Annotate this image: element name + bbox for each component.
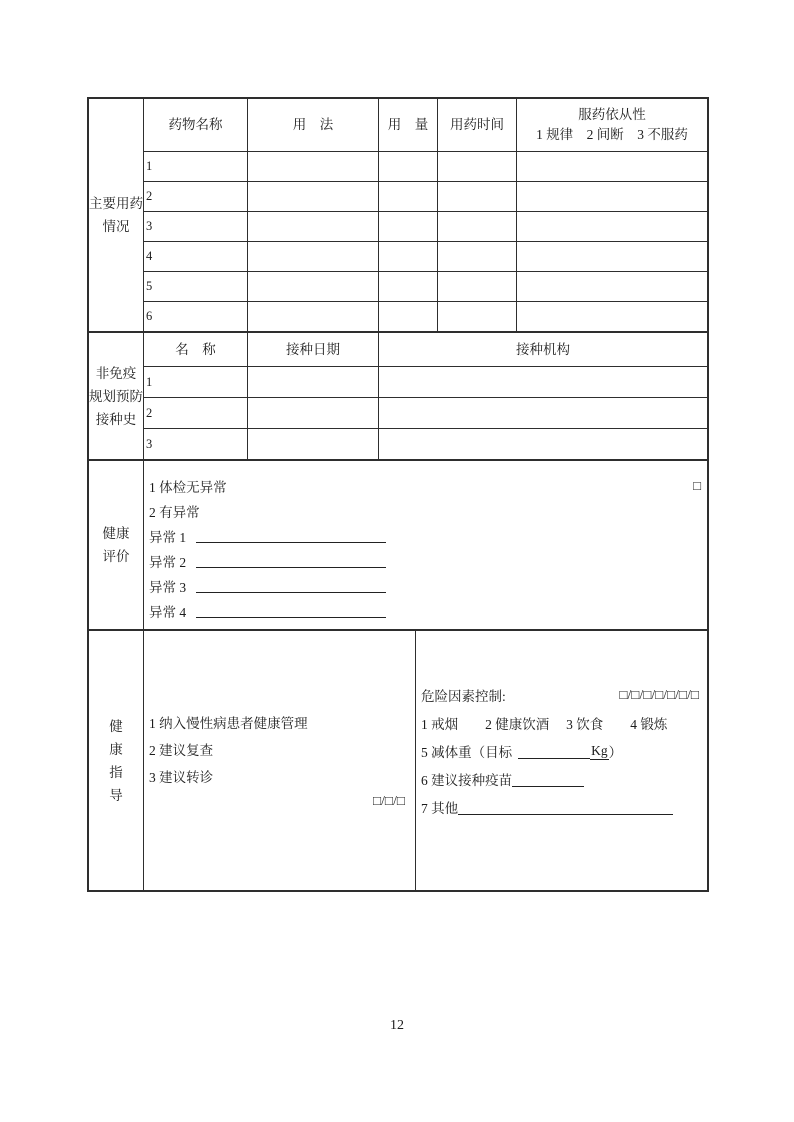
abnormal-blank-field <box>196 603 386 618</box>
dosage-cell-empty <box>378 212 437 241</box>
evaluation-content <box>144 461 707 629</box>
row-number-text: 6 <box>146 309 153 323</box>
risk-options-text: 1 戒烟 2 健康饮酒 3 饮食 4 锻炼 <box>421 717 668 732</box>
row-number-text: 2 <box>146 405 153 420</box>
medication-section-label <box>89 99 144 331</box>
abnormal-label: 异常 1 <box>149 529 187 545</box>
weight-target-label: 5 减体重（目标 <box>421 745 513 760</box>
medication-row-number <box>144 182 247 211</box>
guidance-item-1 <box>149 708 405 735</box>
other-blank-field <box>458 800 673 815</box>
evaluation-section <box>89 459 707 629</box>
vaccine-institution-cell-empty <box>378 367 707 397</box>
time-cell-empty <box>437 182 516 211</box>
usage-cell-empty <box>247 212 378 241</box>
guidance-label-char2: 康 <box>109 741 123 757</box>
risk-control-boxes: □/□/□/□/□/□/□ <box>619 687 699 702</box>
abnormal-blank-field <box>196 578 386 593</box>
guidance-label-char4: 导 <box>109 787 123 803</box>
abnormal-label: 异常 3 <box>149 579 187 595</box>
vaccination-header-row <box>144 333 707 366</box>
usage-cell-empty <box>247 242 378 271</box>
abnormal-line-2 <box>149 548 701 573</box>
usage-cell-empty <box>247 182 378 211</box>
header-vaccine-institution <box>378 333 707 366</box>
abnormal-line-4 <box>149 598 701 623</box>
row-number-text: 3 <box>146 436 153 451</box>
vaccine-institution-cell-empty <box>378 398 707 428</box>
guidance-section-label <box>89 631 144 890</box>
page-number: 12 <box>390 1018 404 1033</box>
medication-label-line2: 情况 <box>102 219 130 234</box>
compliance-title: 服药依从性 <box>578 107 646 122</box>
header-dosage-text: 用 量 <box>387 117 429 132</box>
guidance-item-2 <box>149 735 405 762</box>
vaccination-row-1 <box>144 366 707 397</box>
header-vaccine-institution-text: 接种机构 <box>516 341 570 357</box>
guidance-items-cell <box>144 631 416 890</box>
abnormal-label: 异常 4 <box>149 604 187 620</box>
row-number-text: 1 <box>146 374 153 389</box>
evaluation-checkbox-icon: □ <box>693 477 701 493</box>
row-number-text: 1 <box>146 159 153 173</box>
header-vaccine-date <box>247 333 378 366</box>
guidance-item-text: 1 纳入慢性病患者健康管理 <box>149 715 308 731</box>
compliance-options: 1 规律 2 间断 3 不服药 <box>536 127 688 142</box>
header-time <box>437 99 516 151</box>
evaluation-option-abnormal-line <box>149 498 701 523</box>
header-usage-text: 用 法 <box>292 117 334 132</box>
row-number-text: 2 <box>146 189 153 203</box>
vaccination-row-number <box>144 398 247 428</box>
health-record-form-table <box>87 97 709 892</box>
guidance-label-char1: 健 <box>109 718 123 734</box>
vaccination-row-2 <box>144 397 707 428</box>
row-number-text: 3 <box>146 219 153 233</box>
medication-row-4 <box>144 241 707 271</box>
risk-control-title: 危险因素控制: <box>421 689 506 704</box>
vaccine-suggestion-label: 6 建议接种疫苗 <box>421 773 513 788</box>
header-compliance <box>516 99 707 151</box>
guidance-item-3 <box>149 762 405 789</box>
vaccine-suggestion-blank-field <box>512 772 584 787</box>
vaccination-label-line1: 非免疫 <box>95 365 137 381</box>
dosage-cell-empty <box>378 302 437 331</box>
compliance-cell-empty <box>516 152 707 181</box>
evaluation-label-line1: 健康 <box>102 526 130 541</box>
medication-row-2 <box>144 181 707 211</box>
header-dosage <box>378 99 437 151</box>
abnormal-blank-field <box>196 553 386 568</box>
evaluation-section-label <box>89 461 144 629</box>
time-cell-empty <box>437 272 516 301</box>
vaccination-row-number <box>144 429 247 459</box>
dosage-cell-empty <box>378 272 437 301</box>
medication-row-1 <box>144 151 707 181</box>
time-cell-empty <box>437 242 516 271</box>
time-cell-empty <box>437 302 516 331</box>
guidance-item-text: 3 建议转诊 <box>149 769 214 785</box>
time-cell-empty <box>437 152 516 181</box>
weight-target-suffix: ） <box>608 745 623 760</box>
vaccine-date-cell-empty <box>247 398 378 428</box>
vaccine-date-cell-empty <box>247 429 378 459</box>
abnormal-line-1 <box>149 523 701 548</box>
medication-table <box>144 99 707 331</box>
usage-cell-empty <box>247 302 378 331</box>
other-label: 7 其他 <box>421 801 459 816</box>
vaccination-label-line2: 规划预防 <box>89 388 143 404</box>
guidance-code-boxes: □/□/□ <box>373 793 405 808</box>
vaccination-section-label <box>89 333 144 459</box>
risk-factor-cell <box>416 631 707 890</box>
medication-row-number <box>144 242 247 271</box>
medication-row-number <box>144 152 247 181</box>
row-number-text: 5 <box>146 279 153 293</box>
weight-target-blank-field <box>518 744 590 759</box>
other-line <box>421 793 699 821</box>
vaccination-row-3 <box>144 428 707 459</box>
header-vaccine-name-text: 名 称 <box>175 341 216 357</box>
evaluation-option-normal-line <box>149 473 701 498</box>
vaccine-suggestion-line <box>421 765 699 793</box>
header-vaccine-date-text: 接种日期 <box>286 341 340 357</box>
medication-row-number <box>144 302 247 331</box>
abnormal-label: 异常 2 <box>149 554 187 570</box>
medication-row-number <box>144 212 247 241</box>
header-drug-name-text: 药物名称 <box>168 117 223 132</box>
header-vaccine-name <box>144 333 247 366</box>
header-drug-name <box>144 99 247 151</box>
medication-section <box>89 99 707 331</box>
medication-row-5 <box>144 271 707 301</box>
guidance-section <box>89 629 707 890</box>
guidance-item-text: 2 建议复查 <box>149 742 214 758</box>
dosage-cell-empty <box>378 182 437 211</box>
guidance-label-char3: 指 <box>109 764 123 780</box>
weight-target-line <box>421 737 699 765</box>
vaccination-table <box>144 333 707 459</box>
weight-unit: Kg <box>591 742 608 758</box>
evaluation-label-line2: 评价 <box>102 549 130 564</box>
abnormal-line-3 <box>149 573 701 598</box>
compliance-cell-empty <box>516 212 707 241</box>
dosage-cell-empty <box>378 242 437 271</box>
header-usage <box>247 99 378 151</box>
risk-control-line <box>421 681 699 709</box>
compliance-cell-empty <box>516 302 707 331</box>
vaccine-date-cell-empty <box>247 367 378 397</box>
medication-row-3 <box>144 211 707 241</box>
medication-row-number <box>144 272 247 301</box>
medication-label-line1: 主要用药 <box>89 196 143 211</box>
abnormal-blank-field <box>196 528 386 543</box>
vaccination-row-number <box>144 367 247 397</box>
row-number-text: 4 <box>146 249 153 263</box>
medication-row-6 <box>144 301 707 331</box>
compliance-cell-empty <box>516 272 707 301</box>
evaluation-option-abnormal: 2 有异常 <box>149 504 200 520</box>
header-time-text: 用药时间 <box>450 117 504 132</box>
evaluation-option-normal: 1 体检无异常 <box>149 479 227 495</box>
compliance-cell-empty <box>516 182 707 211</box>
vaccination-section <box>89 331 707 459</box>
time-cell-empty <box>437 212 516 241</box>
compliance-cell-empty <box>516 242 707 271</box>
vaccination-label-line3: 接种史 <box>95 411 137 427</box>
vaccine-institution-cell-empty <box>378 429 707 459</box>
dosage-cell-empty <box>378 152 437 181</box>
medication-header-row <box>144 99 707 151</box>
usage-cell-empty <box>247 272 378 301</box>
usage-cell-empty <box>247 152 378 181</box>
risk-options-line <box>421 709 699 737</box>
